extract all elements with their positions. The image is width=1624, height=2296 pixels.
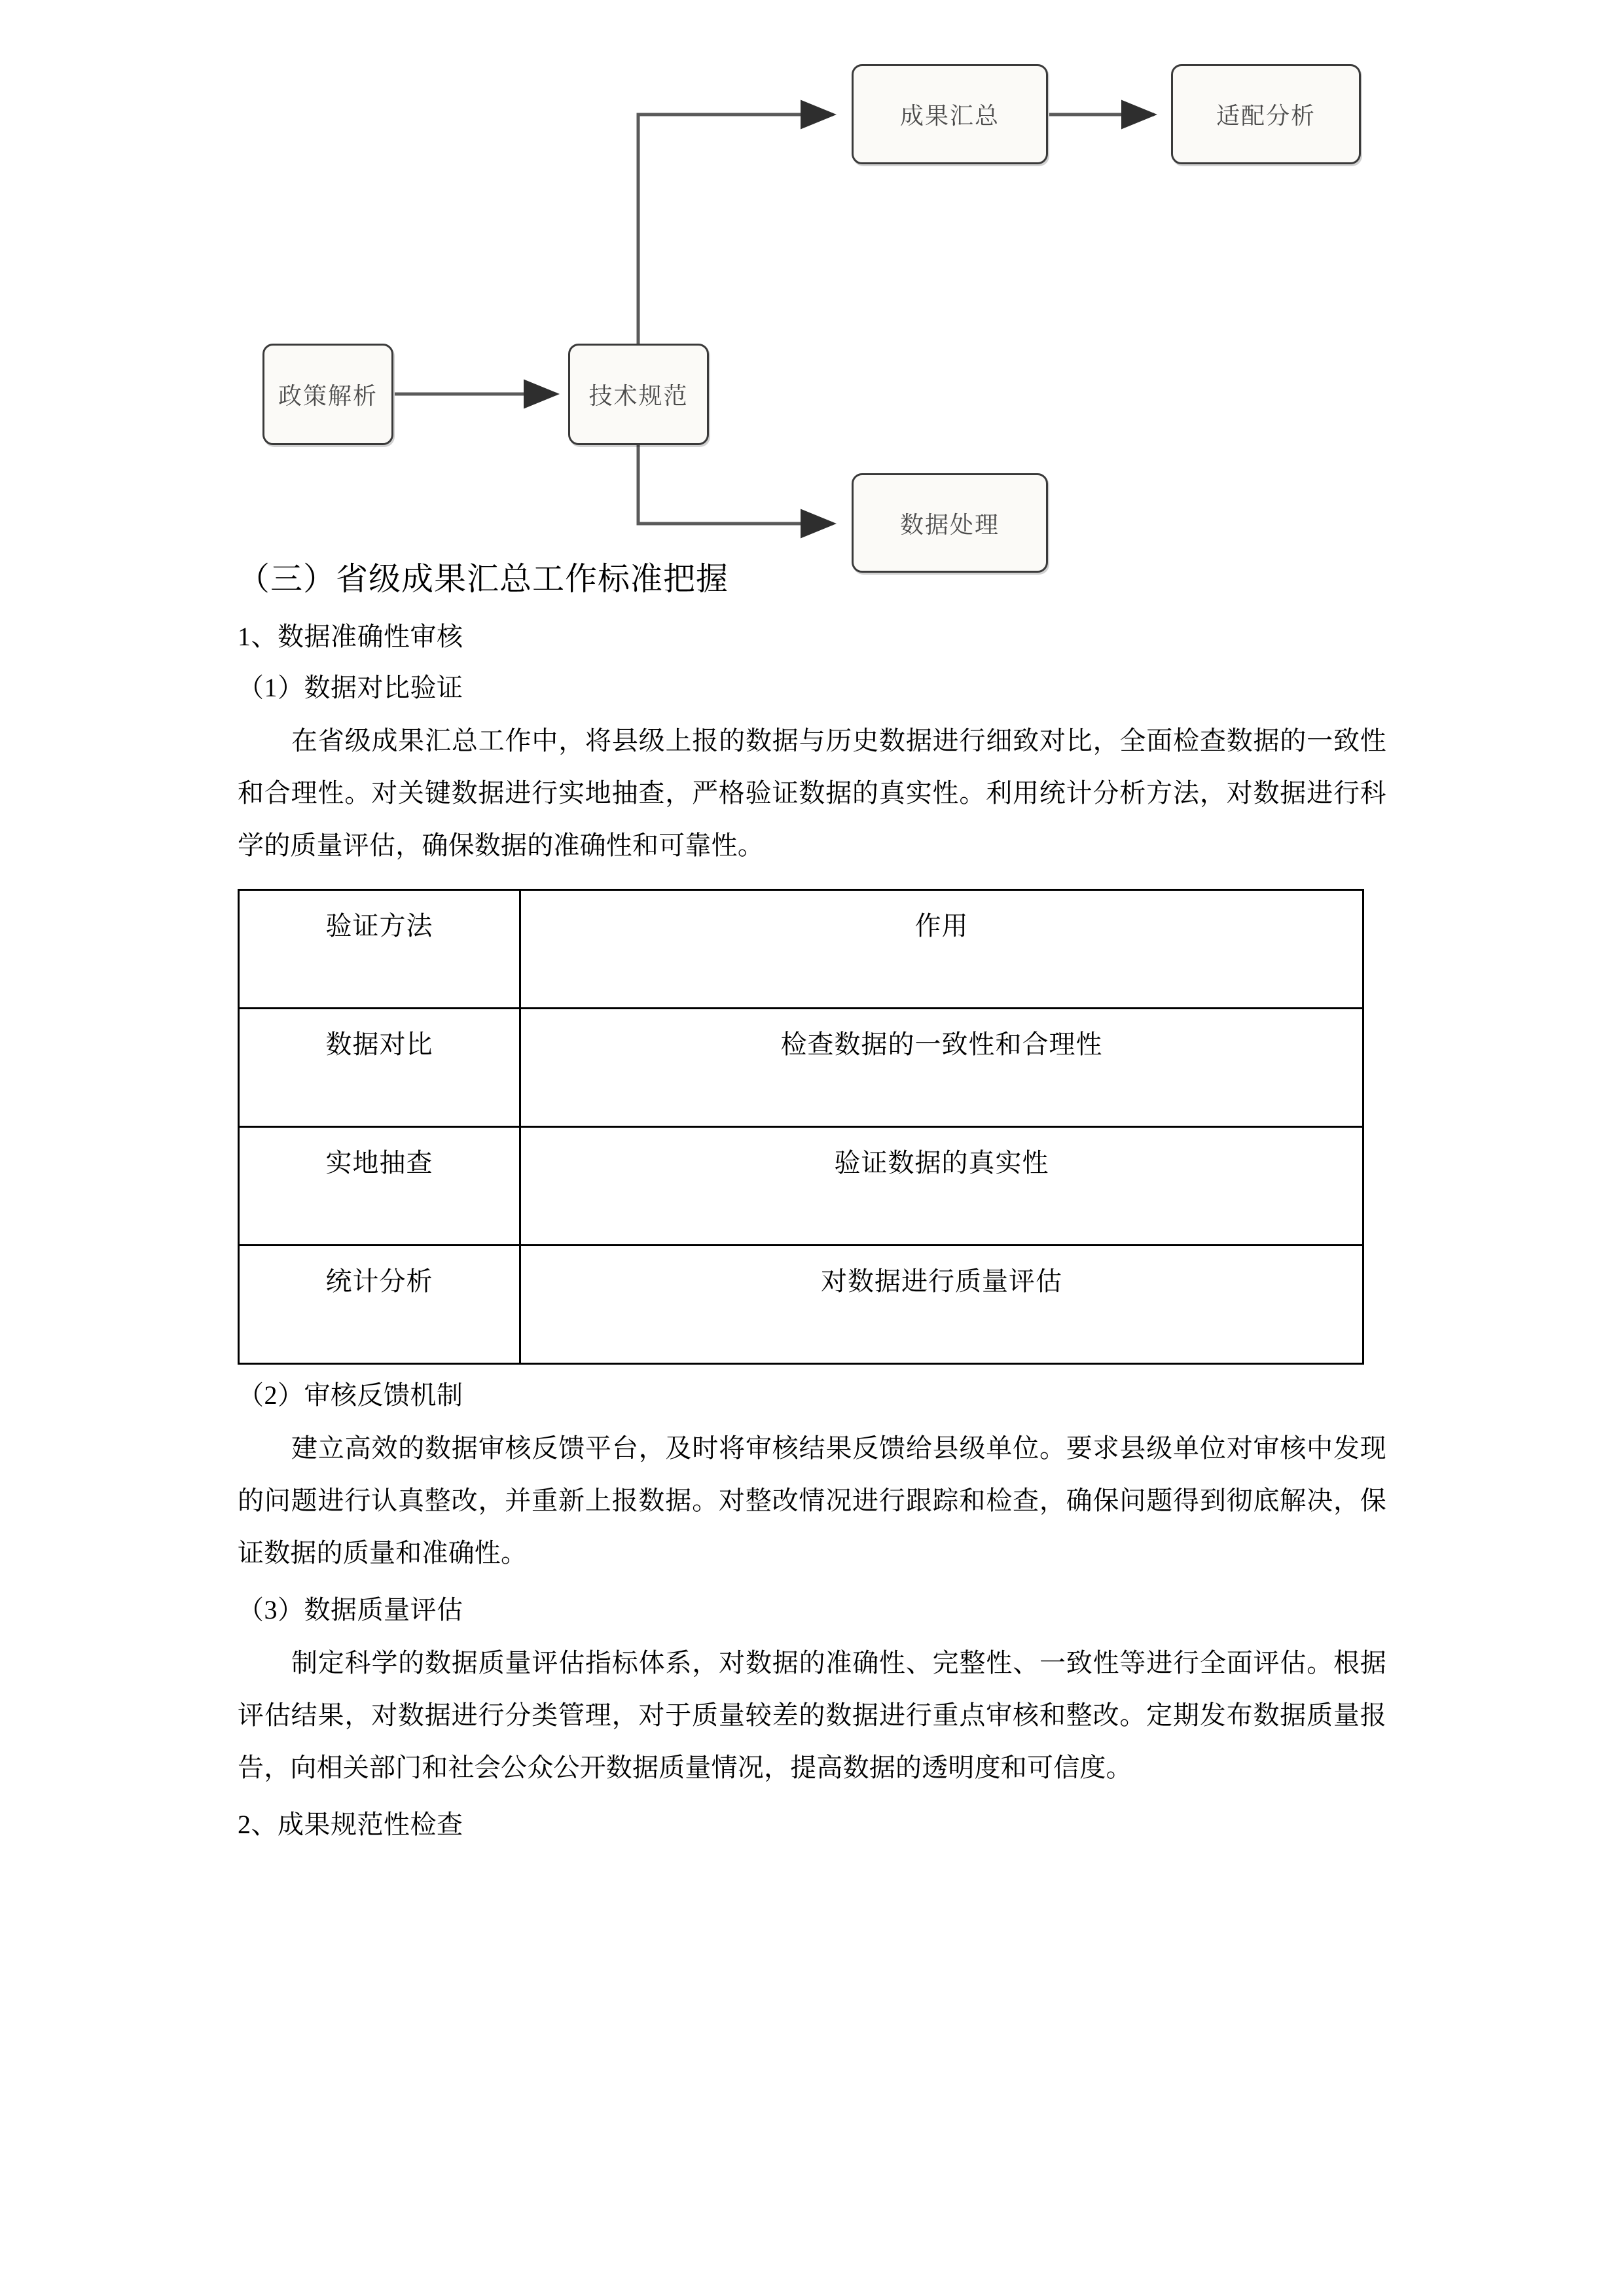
flow-node-dataproc-label: 数据处理 <box>899 511 1000 538</box>
flow-node-summary-label: 成果汇总 <box>899 103 1000 129</box>
table-header-cell-role: 作用 <box>520 889 1363 1008</box>
verification-methods-table <box>238 889 1364 1365</box>
table-row <box>239 1008 1363 1126</box>
heading-sub-1: （1）数据对比验证 <box>238 672 463 702</box>
flow-node-policy-label: 政策解析 <box>278 383 378 409</box>
table-cell-role: 验证数据的真实性 <box>520 1126 1363 1245</box>
paragraph-sub-3: 制定科学的数据质量评估指标体系，对数据的准确性、完整性、一致性等进行全面评估。根据评估结果，对数据进行分类管理，对于质量较差的数据进行重点审核和整改。定期发布数据质量报告，向相关部门和社会公众公开数据质量情况，提高数据的透明度和可信度。 <box>238 1647 1386 1782</box>
flow-node-adapt <box>1171 64 1361 164</box>
table-row <box>239 1245 1363 1363</box>
flowchart-figure <box>238 0 1386 543</box>
table-cell-method: 实地抽查 <box>239 1126 520 1245</box>
heading-sub-3: （3）数据质量评估 <box>238 1594 463 1624</box>
table-cell-method: 数据对比 <box>239 1008 520 1126</box>
page-content <box>238 0 1386 1853</box>
table-cell-role: 检查数据的一致性和合理性 <box>520 1008 1363 1126</box>
table-header-cell-method: 验证方法 <box>239 889 520 1008</box>
table-cell-method: 统计分析 <box>239 1245 520 1363</box>
flow-node-tech <box>568 344 709 445</box>
table-header-row <box>239 889 1363 1008</box>
heading-sub-2: （2）审核反馈机制 <box>238 1380 463 1410</box>
paragraph-sub-2: 建立高效的数据审核反馈平台，及时将审核结果反馈给县级单位。要求县级单位对审核中发现的问题进行认真整改，并重新上报数据。对整改情况进行跟踪和检查，确保问题得到彻底解决，保证数据的质量和准确性。 <box>238 1433 1386 1568</box>
flow-node-summary <box>852 64 1048 164</box>
heading-item-2: 2、成果规范性检查 <box>238 1809 463 1839</box>
flow-node-adapt-label: 适配分析 <box>1216 103 1316 129</box>
flow-node-policy <box>262 344 393 445</box>
section-title: （三）省级成果汇总工作标准把握 <box>238 561 729 597</box>
table-cell-role: 对数据进行质量评估 <box>520 1245 1363 1363</box>
heading-item-1: 1、数据准确性审核 <box>238 621 463 651</box>
paragraph-sub-1: 在省级成果汇总工作中，将县级上报的数据与历史数据进行细致对比，全面检查数据的一致性和合理性。对关键数据进行实地抽查，严格验证数据的真实性。利用统计分析方法，对数据进行科学的质量评估，确保数据的准确性和可靠性。 <box>238 725 1386 860</box>
flow-node-tech-label: 技术规范 <box>588 383 689 409</box>
flow-node-dataproc <box>852 473 1048 573</box>
table-row <box>239 1126 1363 1245</box>
